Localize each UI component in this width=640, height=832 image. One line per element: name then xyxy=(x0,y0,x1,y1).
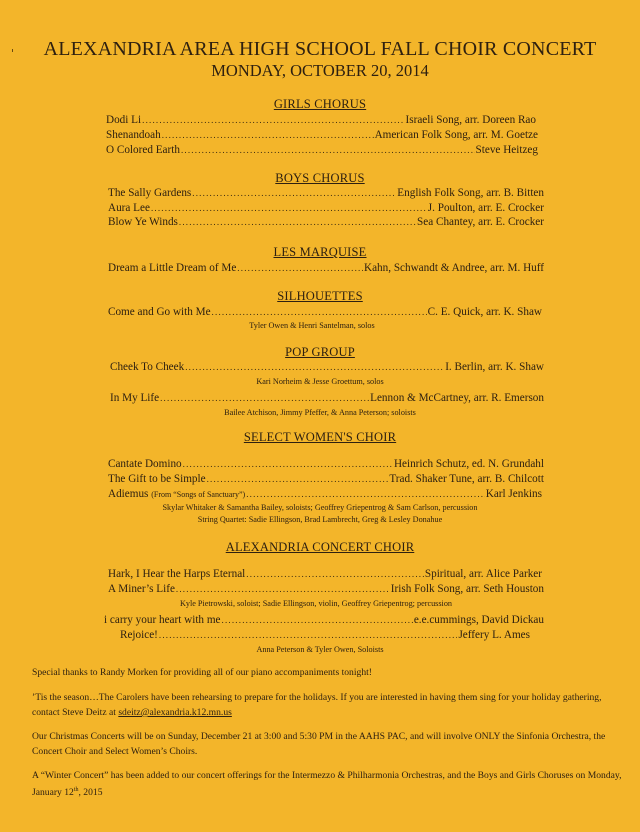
soloist-note: Kari Norheim & Jesse Groettum, solos xyxy=(256,377,384,386)
piece-title: Aura Lee xyxy=(108,202,150,214)
soloist-note: Bailee Atchison, Jimmy Pfeffer, & Anna Peterson; soloists xyxy=(224,408,416,417)
piece-composer: Spiritual, arr. Alice Parker xyxy=(424,568,542,580)
piece-title: A Miner’s Life xyxy=(108,583,175,595)
dot-leader xyxy=(237,263,363,273)
program-row xyxy=(108,202,544,214)
piece-title: Shenandoah xyxy=(106,129,161,141)
piece-title: The Gift to be Simple xyxy=(108,473,206,485)
piece-composer: Jeffery L. Ames xyxy=(458,629,530,641)
program-row xyxy=(106,129,538,141)
winter-year: , 2015 xyxy=(78,787,103,799)
string-quartet-note: String Quartet: Sadie Ellingson, Brad Lambrecht, Greg & Lesley Donahue xyxy=(197,515,443,524)
section-heading-concert-choir: ALEXANDRIA CONCERT CHOIR xyxy=(225,540,415,554)
piece-title: i carry your heart with me xyxy=(104,614,221,626)
program-row xyxy=(106,144,538,156)
dot-leader xyxy=(212,307,427,317)
piece-composer: C. E. Quick, arr. K. Shaw xyxy=(427,306,542,318)
program-row xyxy=(108,306,542,318)
soloist-note: Kyle Pietrowski, soloist; Sadie Ellingson, violin, Geoffrey Griepentrog; percussion xyxy=(179,599,453,608)
winter-text: A “Winter Concert” has been added to our concert offerings for the Intermezzo & Philharmonia Orchestras, and the Boys and Girls Choruses on Monday, January 12 xyxy=(32,770,622,799)
dot-leader xyxy=(179,217,416,227)
program-row xyxy=(106,114,536,126)
dot-leader xyxy=(246,489,485,499)
piece-composer: Sea Chantey, arr. E. Crocker xyxy=(417,216,544,228)
program-row xyxy=(108,216,544,228)
ordinal-suffix: th xyxy=(73,787,79,793)
section-heading-boys-chorus: BOYS CHORUS xyxy=(275,171,365,185)
program-row xyxy=(108,458,544,470)
dot-leader xyxy=(160,393,369,403)
program-row xyxy=(108,568,542,580)
program-row xyxy=(110,361,544,373)
section-heading-silhouettes: SILHOUETTES xyxy=(277,289,363,303)
piece-title: Cantate Domino xyxy=(108,458,182,470)
piece-composer: Trad. Shaker Tune, arr. B. Chilcott xyxy=(389,473,544,485)
piece-composer: Steve Heitzeg xyxy=(475,144,538,156)
piece-source: (From “Songs of Sanctuary”) xyxy=(151,490,246,499)
piece-title: Cheek To Cheek xyxy=(110,361,185,373)
section-heading-select-womens-choir: SELECT WOMEN'S CHOIR xyxy=(243,430,397,444)
dot-leader xyxy=(176,584,390,594)
piece-title: Blow Ye Winds xyxy=(108,216,178,228)
piece-composer: Heinrich Schutz, ed. N. Grundahl xyxy=(393,458,544,470)
section-heading-les-marquise: LES MARQUISE xyxy=(273,245,367,259)
dot-leader xyxy=(222,615,413,625)
program-row xyxy=(108,187,544,199)
dot-leader xyxy=(162,130,374,140)
piece-composer: Israeli Song, arr. Doreen Rao xyxy=(405,114,536,126)
piece-composer: English Folk Song, arr. B. Bitten xyxy=(397,187,544,199)
piece-title: Rejoice! xyxy=(120,629,158,641)
piece-composer: Karl Jenkins xyxy=(485,488,542,500)
piece-composer: Kahn, Schwandt & Andree, arr. M. Huff xyxy=(364,262,544,274)
soloist-note: Skylar Whitaker & Samantha Bailey, soloists; Geoffrey Griepentrog & Sam Carlson, percussion xyxy=(162,503,478,512)
soloist-note: Tyler Owen & Henri Santelman, solos xyxy=(249,321,375,330)
program-row xyxy=(108,488,542,500)
section-heading-girls-chorus: GIRLS CHORUS xyxy=(273,97,367,111)
carolers-text: ’Tis the season…The Carolers have been rehearsing to prepare for the holidays. If you are interested in having them sing for your holiday gathering, contact Steve Deitz at xyxy=(32,692,602,718)
piece-composer: I. Berlin, arr. K. Shaw xyxy=(445,361,544,373)
piece-title: Hark, I Hear the Harps Eternal xyxy=(108,568,246,580)
program-row xyxy=(108,262,544,274)
dot-leader xyxy=(185,362,444,372)
program-row xyxy=(120,629,530,641)
piece-title-text: Adiemus xyxy=(108,488,149,500)
piece-title xyxy=(108,488,245,500)
piece-composer: Lennon & McCartney, arr. R. Emerson xyxy=(370,392,544,404)
email-link[interactable]: sdeitz@alexandria.k12.mn.us xyxy=(118,707,232,718)
dot-leader xyxy=(159,630,458,640)
dot-leader xyxy=(246,569,424,579)
piece-title: In My Life xyxy=(110,392,160,404)
program-row xyxy=(108,583,544,595)
piece-title: O Colored Earth xyxy=(106,144,180,156)
program-row xyxy=(104,614,544,626)
page-title: ALEXANDRIA AREA HIGH SCHOOL FALL CHOIR CONCERT xyxy=(43,38,597,60)
piece-title: Come and Go with Me xyxy=(108,306,211,318)
winter-concert-paragraph xyxy=(32,768,622,800)
program-row xyxy=(108,473,544,485)
dot-leader xyxy=(151,203,427,213)
program-row xyxy=(110,392,544,404)
piece-title: The Sally Gardens xyxy=(108,187,192,199)
dot-leader xyxy=(183,459,393,469)
dot-leader xyxy=(181,145,475,155)
christmas-concert-paragraph: Our Christmas Concerts will be on Sunday, December 21 at 3:00 and 5:30 PM in the AAHS PAC, and will involve ONLY the Sinfonia Orchestra, the Concert Choir and Select Women’s Choirs. xyxy=(32,731,606,757)
piece-composer: J. Poulton, arr. E. Crocker xyxy=(427,202,544,214)
piece-composer: American Folk Song, arr. M. Goetze xyxy=(374,129,538,141)
dot-leader xyxy=(192,188,396,198)
soloist-note: Anna Peterson & Tyler Owen, Soloists xyxy=(256,645,384,654)
section-heading-pop-group: POP GROUP xyxy=(285,345,355,359)
concert-date: MONDAY, OCTOBER 20, 2014 xyxy=(211,61,429,80)
piece-composer: Irish Folk Song, arr. Seth Houston xyxy=(390,583,544,595)
carolers-paragraph xyxy=(32,690,622,720)
dot-leader xyxy=(142,115,404,125)
piece-title: Dream a Little Dream of Me xyxy=(108,262,237,274)
piece-title: Dodi Li xyxy=(106,114,142,126)
dot-leader xyxy=(207,474,389,484)
thanks-paragraph: Special thanks to Randy Morken for providing all of our piano accompaniments tonight! xyxy=(32,667,372,678)
piece-composer: e.e.cummings, David Dickau xyxy=(413,614,544,626)
